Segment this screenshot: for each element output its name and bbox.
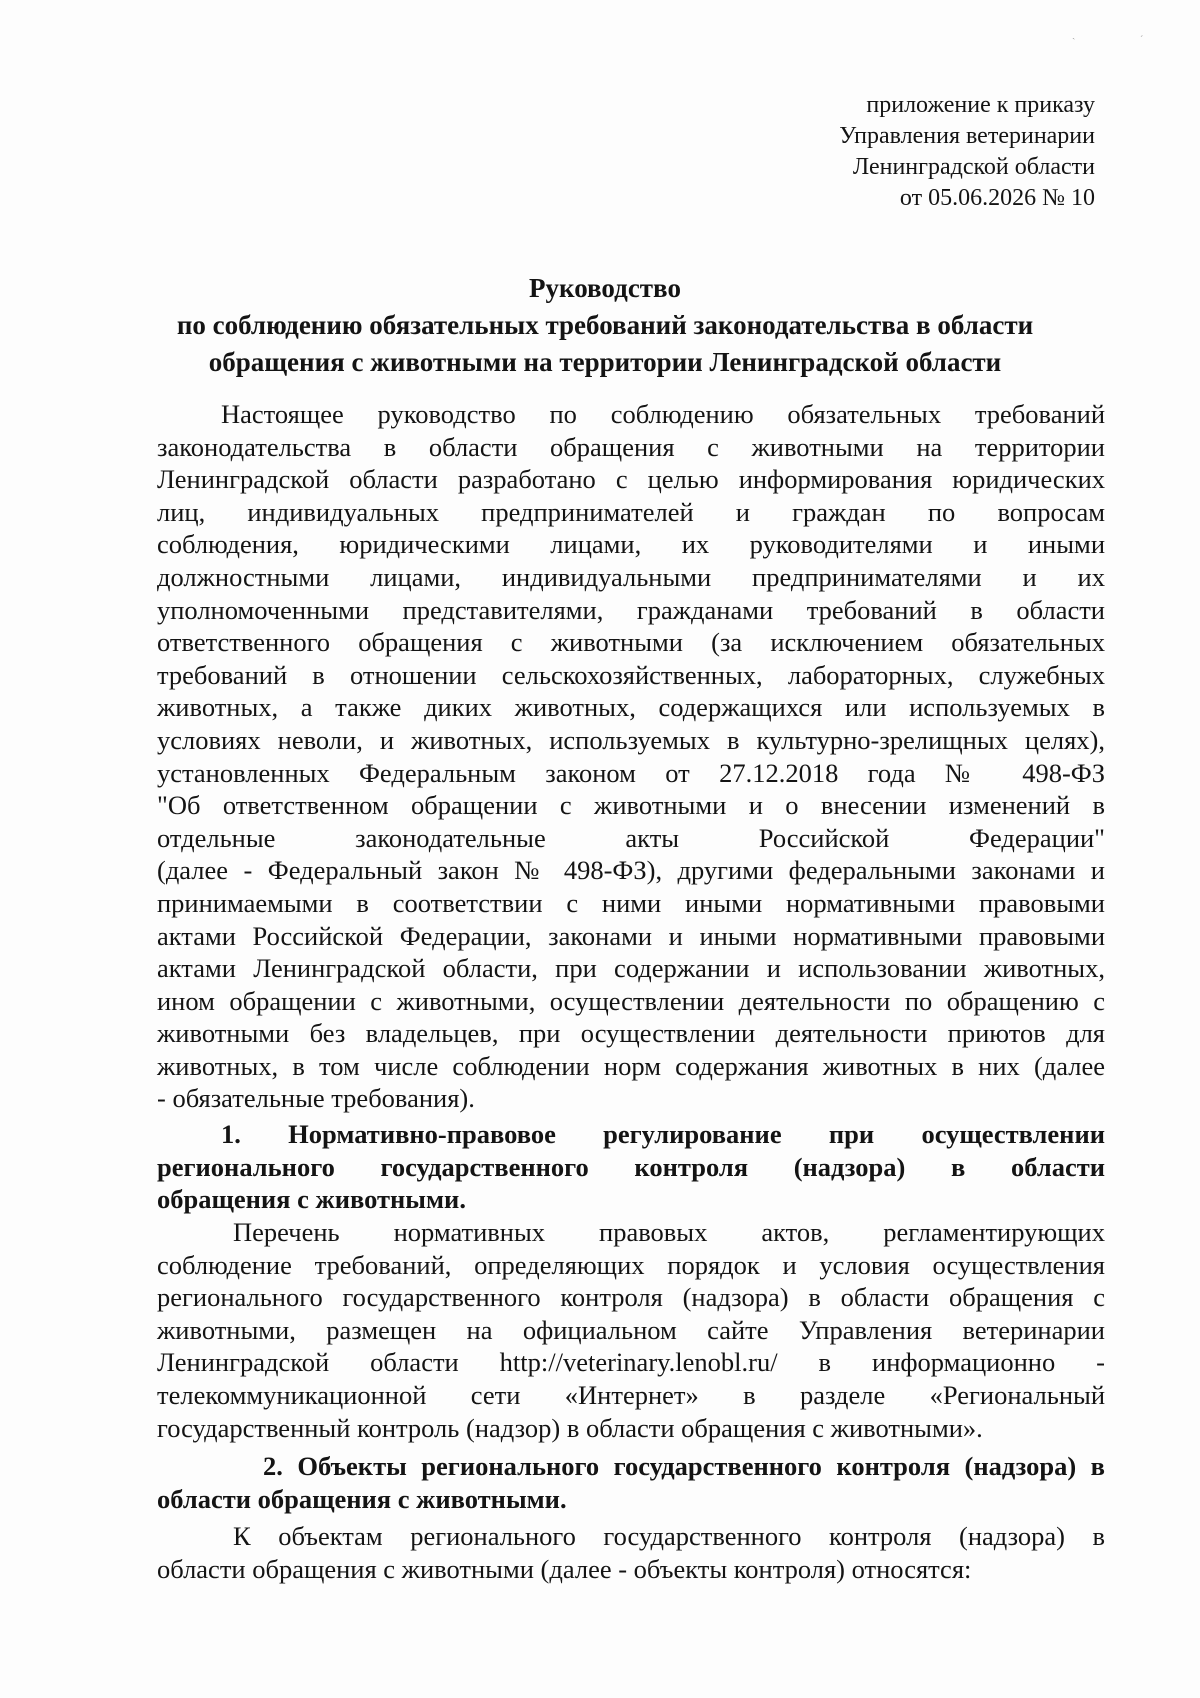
document-title: [160, 270, 1050, 381]
text-line: установленных Федеральным законом от 27.12.2018 года № 498-ФЗ: [157, 757, 1105, 788]
scan-speck: ˏ: [1072, 29, 1076, 40]
text-line: ином обращении с животными, осуществлении деятельности по обращению с: [157, 985, 1105, 1016]
text-line: животными, размещен на официальном сайте Управления ветеринарии: [157, 1314, 1105, 1345]
text-line: области обращения с животными (далее - объекты контроля) относятся:: [157, 1553, 972, 1584]
text-line: уполномоченными представителями, гражданами требований в области: [157, 594, 1105, 625]
text-line: актами Ленинградской области, при содержании и использовании животных,: [157, 953, 1105, 984]
header-line: приложение к приказу: [866, 92, 1095, 118]
text-line: соблюдение требований, определяющих порядок и условия осуществления: [157, 1249, 1105, 1280]
text-line: "Об ответственном обращении с животными и о внесении изменений в: [157, 790, 1105, 821]
text-line: Ленинградской области разработано с целью информирования юридических: [157, 464, 1105, 495]
text-line: Перечень нормативных правовых актов, регламентирующих: [233, 1217, 1105, 1247]
section-2-heading: [157, 1450, 1105, 1515]
text-line: регионального государственного контроля (надзора) в области обращения с: [157, 1282, 1105, 1313]
text-line: животными без владельцев, при осуществлении деятельности приютов для: [157, 1018, 1105, 1049]
text-line: законодательства в области обращения с животными на территории: [157, 431, 1105, 462]
section-2-body: [157, 1520, 1105, 1585]
text-line: должностными лицами, индивидуальными предпринимателями и их: [157, 561, 1105, 592]
title-line: по соблюдению обязательных требований законодательства в области: [176, 310, 1034, 340]
heading-line: 1. Нормативно-правовое регулирование при осуществлении: [221, 1119, 1105, 1149]
header-line: Ленинградской области: [852, 154, 1095, 180]
text-line: животных, а также диких животных, содержащихся или используемых в: [157, 692, 1105, 723]
text-line: Настоящее руководство по соблюдению обязательных требований: [221, 399, 1105, 429]
text-line: условиях неволи, и животных, используемых в культурно-зрелищных целях),: [157, 724, 1105, 755]
text-line: - обязательные требования).: [157, 1083, 475, 1114]
text-line: государственный контроль (надзор) в области обращения с животными».: [157, 1412, 983, 1443]
text-line: отдельные законодательные акты Российской Федерации": [157, 822, 1105, 853]
text-line: принимаемыми в соответствии с ними иными нормативными правовыми: [157, 887, 1105, 918]
heading-line: обращения с животными.: [157, 1184, 466, 1215]
text-line: телекоммуникационной сети «Интернет» в разделе «Региональный: [157, 1379, 1105, 1410]
text-line: лиц, индивидуальных предпринимателей и граждан по вопросам: [157, 496, 1105, 527]
text-line: ответственного обращения с животными (за исключением обязательных: [157, 627, 1105, 658]
text-line: К объектам регионального государственного контроля (надзора) в: [233, 1521, 1105, 1551]
title-line: Руководство: [529, 273, 681, 303]
heading-line: 2. Объекты регионального государственного контроля (надзора) в: [263, 1451, 1105, 1481]
section-1-body: [157, 1216, 1105, 1444]
scan-speck: ˊ: [1140, 35, 1144, 46]
order-appendix-header: [700, 90, 1095, 214]
text-line: Ленинградской области http://veterinary.lenobl.ru/ в информационно -: [157, 1347, 1105, 1378]
heading-line: регионального государственного контроля (надзора) в области: [157, 1151, 1105, 1182]
text-line: требований в отношении сельскохозяйственных, лабораторных, служебных: [157, 659, 1105, 690]
section-1-heading: [157, 1118, 1105, 1216]
text-line: актами Российской Федерации, законами и иными нормативными правовыми: [157, 920, 1105, 951]
text-line: соблюдения, юридическими лицами, их руководителями и иными: [157, 529, 1105, 560]
header-line: Управления ветеринарии: [839, 123, 1095, 149]
header-line: от 05.06.2026 № 10: [899, 185, 1095, 211]
heading-line: области обращения с животными.: [157, 1483, 567, 1514]
text-line: животных, в том числе соблюдении норм содержания животных в них (далее: [157, 1050, 1105, 1081]
title-line: обращения с животными на территории Ленинградской области: [208, 347, 1002, 377]
intro-paragraph: [157, 398, 1105, 1115]
text-line: (далее - Федеральный закон № 498-ФЗ), другими федеральными законами и: [157, 855, 1105, 886]
